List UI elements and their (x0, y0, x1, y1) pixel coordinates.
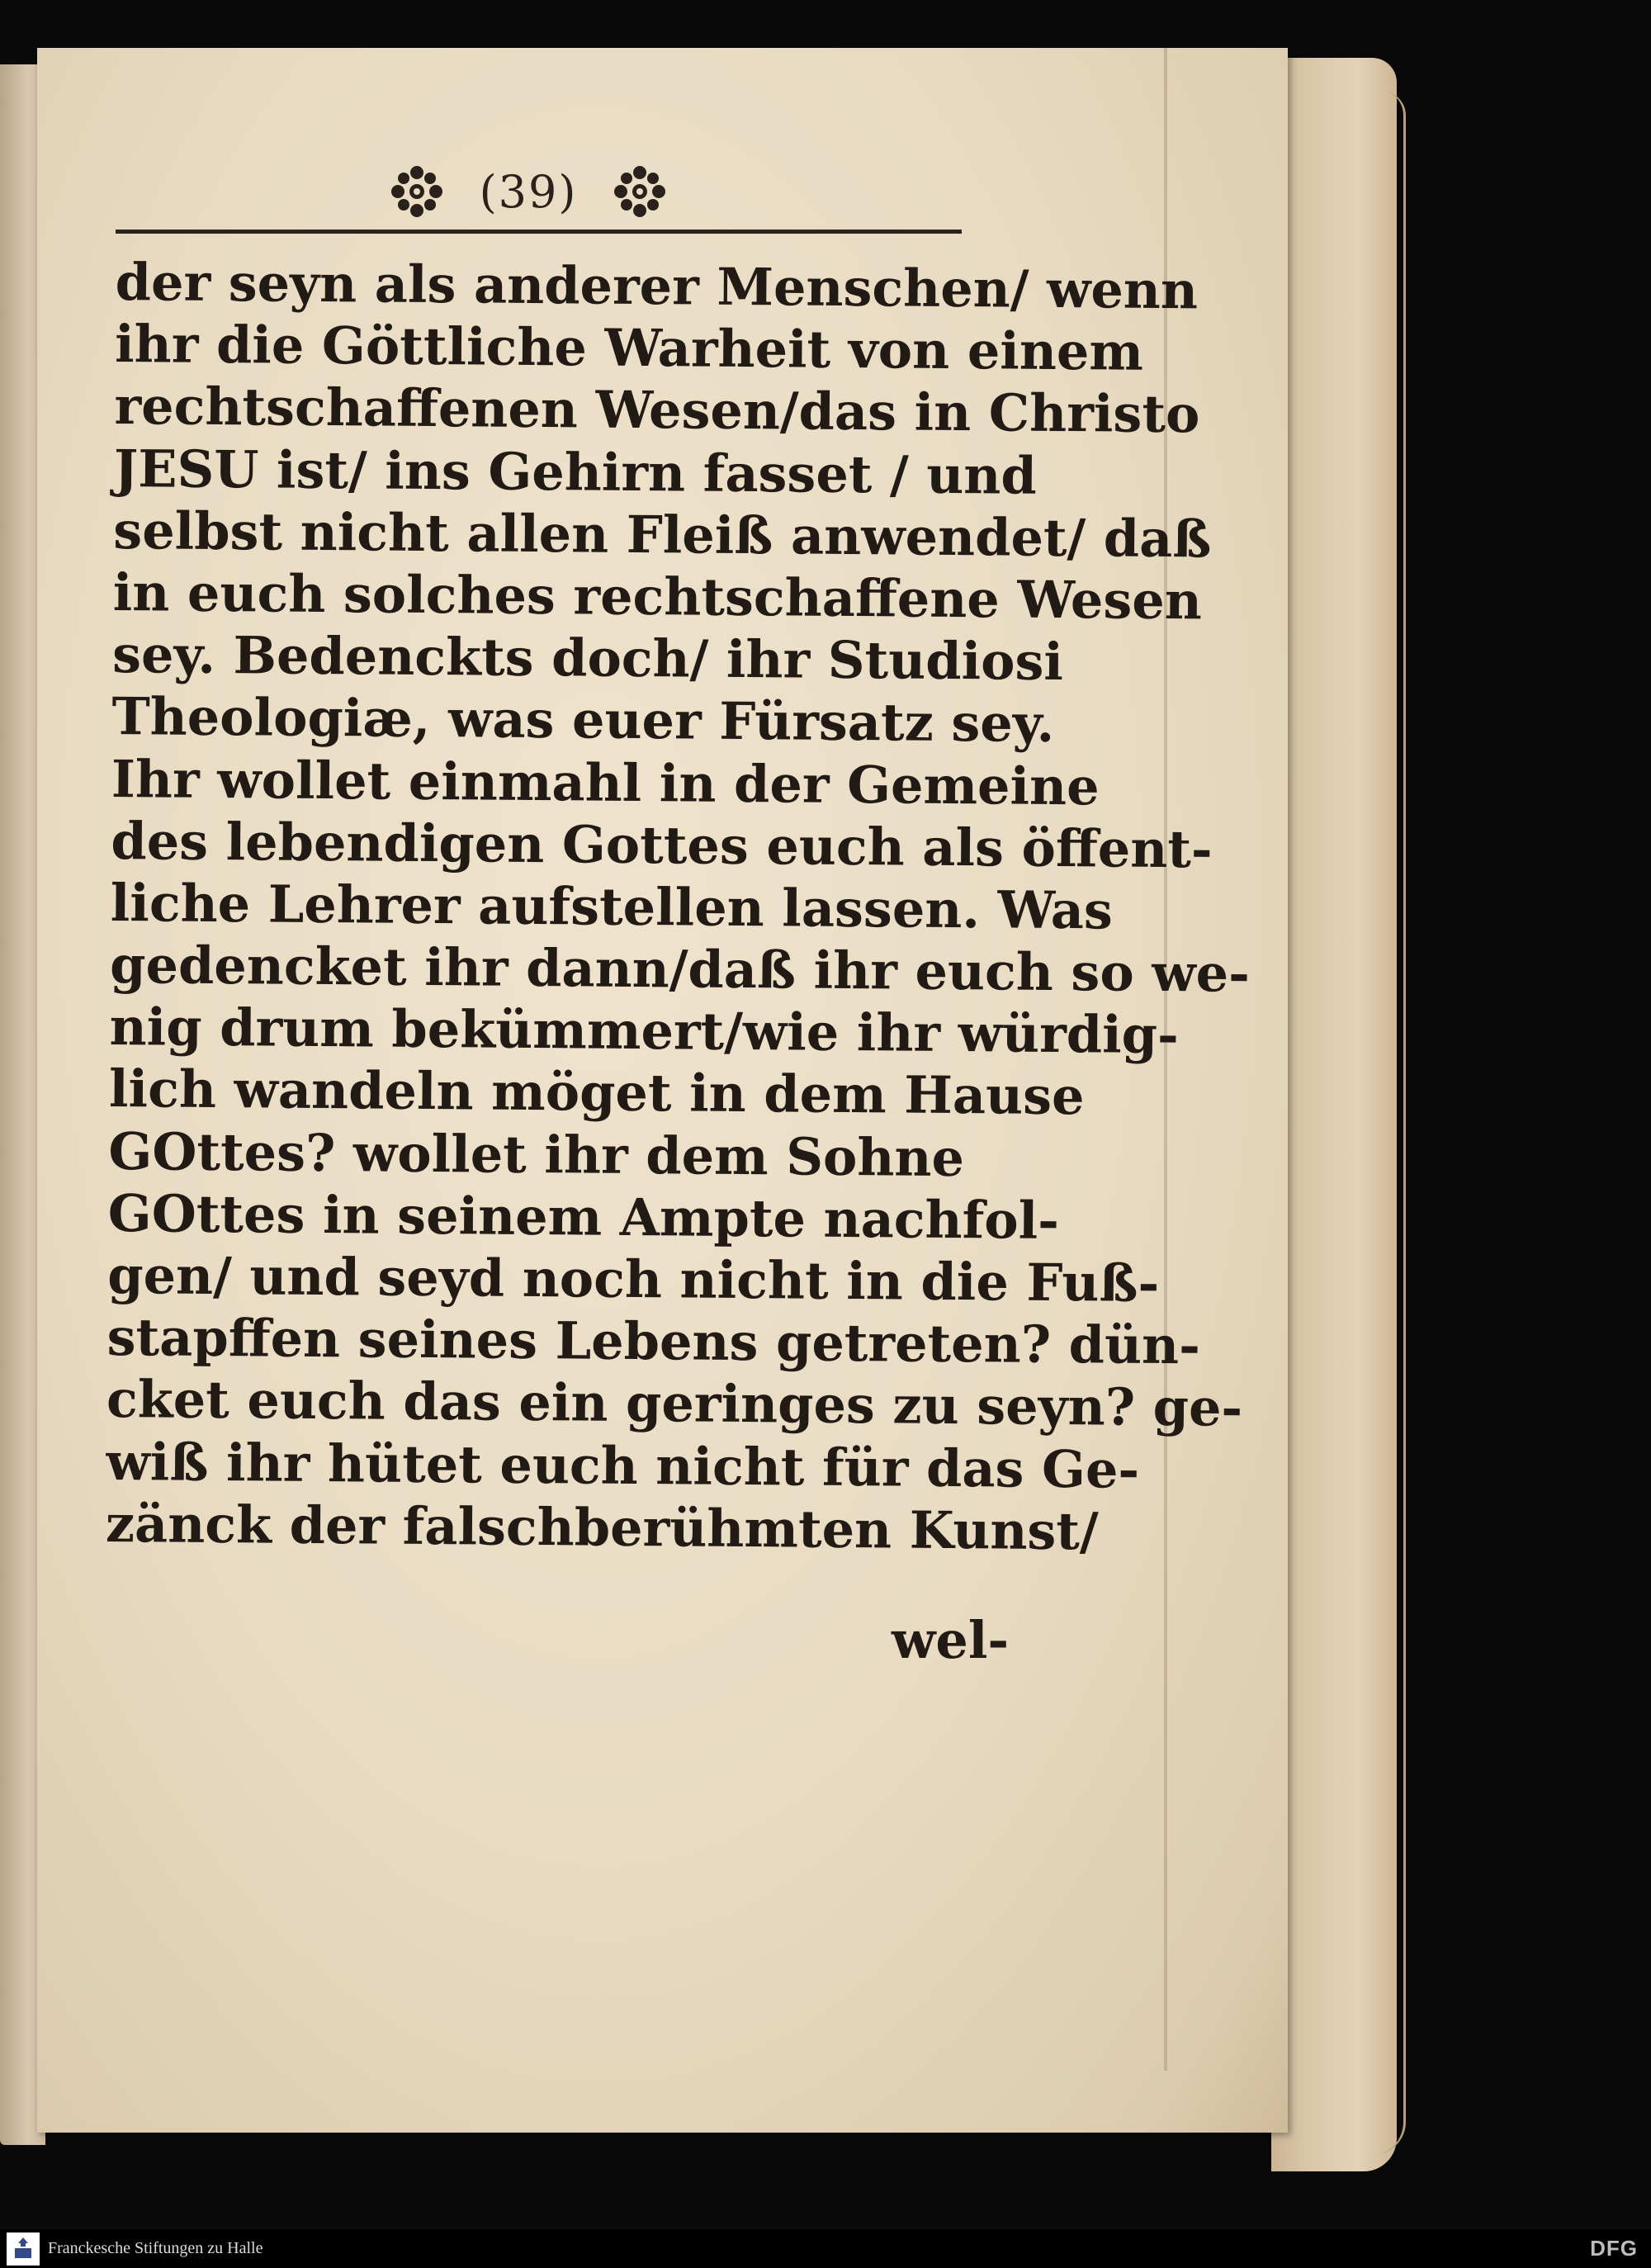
text-line: Theologiæ, was euer Fürsatz sey. (111, 686, 1055, 755)
text-line: des lebendigen Gottes euch als öffent- (111, 810, 1213, 880)
text-line: stapffen seines Lebens getreten? dün- (106, 1307, 1201, 1376)
text-line: JESU ist/ ins Gehirn fasset / und (113, 438, 1038, 506)
page-number: (39) (479, 165, 578, 218)
dfg-logo: DFG (1590, 2236, 1638, 2261)
text-line: wiß ihr hütet euch nicht für das Ge- (106, 1431, 1140, 1500)
text-line: cket euch das ein geringes zu seyn? ge- (106, 1369, 1243, 1439)
page-header (388, 159, 669, 225)
text-line: ihr die Göttliche Warheit von einem (114, 314, 1144, 382)
text-line: lich wandeln möget in dem Hause (108, 1058, 1085, 1127)
flower-ornament-icon (388, 163, 446, 220)
text-line: gedencket ihr dann/daß ihr euch so we- (109, 935, 1251, 1004)
text-line: gen/ und seyd noch nicht in die Fuß- (106, 1244, 1160, 1314)
text-line: zänck der falschberühmten Kunst/ (105, 1493, 1099, 1562)
text-line: in euch solches rechtschaffene Wesen (112, 561, 1203, 632)
text-line: sey. Bedenckts doch/ ihr Studiosi (111, 624, 1064, 693)
viewer-footer (0, 2229, 1651, 2268)
footer-institution (0, 2232, 263, 2266)
text-line: der seyn als anderer Menschen/ wenn (115, 251, 1199, 321)
text-line: Ihr wollet einmahl in der Gemeine (111, 748, 1100, 817)
back-leaves-fold (1304, 91, 1406, 2155)
text-line: GOttes? wollet ihr dem Sohne (108, 1120, 965, 1188)
institution-name: Franckesche Stiftungen zu Halle (48, 2239, 263, 2257)
text-line: GOttes in seinem Ampte nachfol- (107, 1182, 1060, 1251)
franckesche-stiftungen-logo-icon (7, 2232, 40, 2266)
text-line: rechtschaffenen Wesen/das in Christo (114, 376, 1200, 445)
text-line: liche Lehrer aufstellen lassen. Was (110, 872, 1114, 941)
catchword: wel- (892, 1610, 1010, 1670)
text-line: nig drum bekümmert/wie ihr würdig- (109, 997, 1180, 1066)
body-text (105, 251, 1251, 1562)
header-rule (116, 230, 962, 242)
flower-ornament-icon (611, 163, 669, 220)
text-line: selbst nicht allen Fleiß anwendet/ daß (113, 500, 1212, 570)
